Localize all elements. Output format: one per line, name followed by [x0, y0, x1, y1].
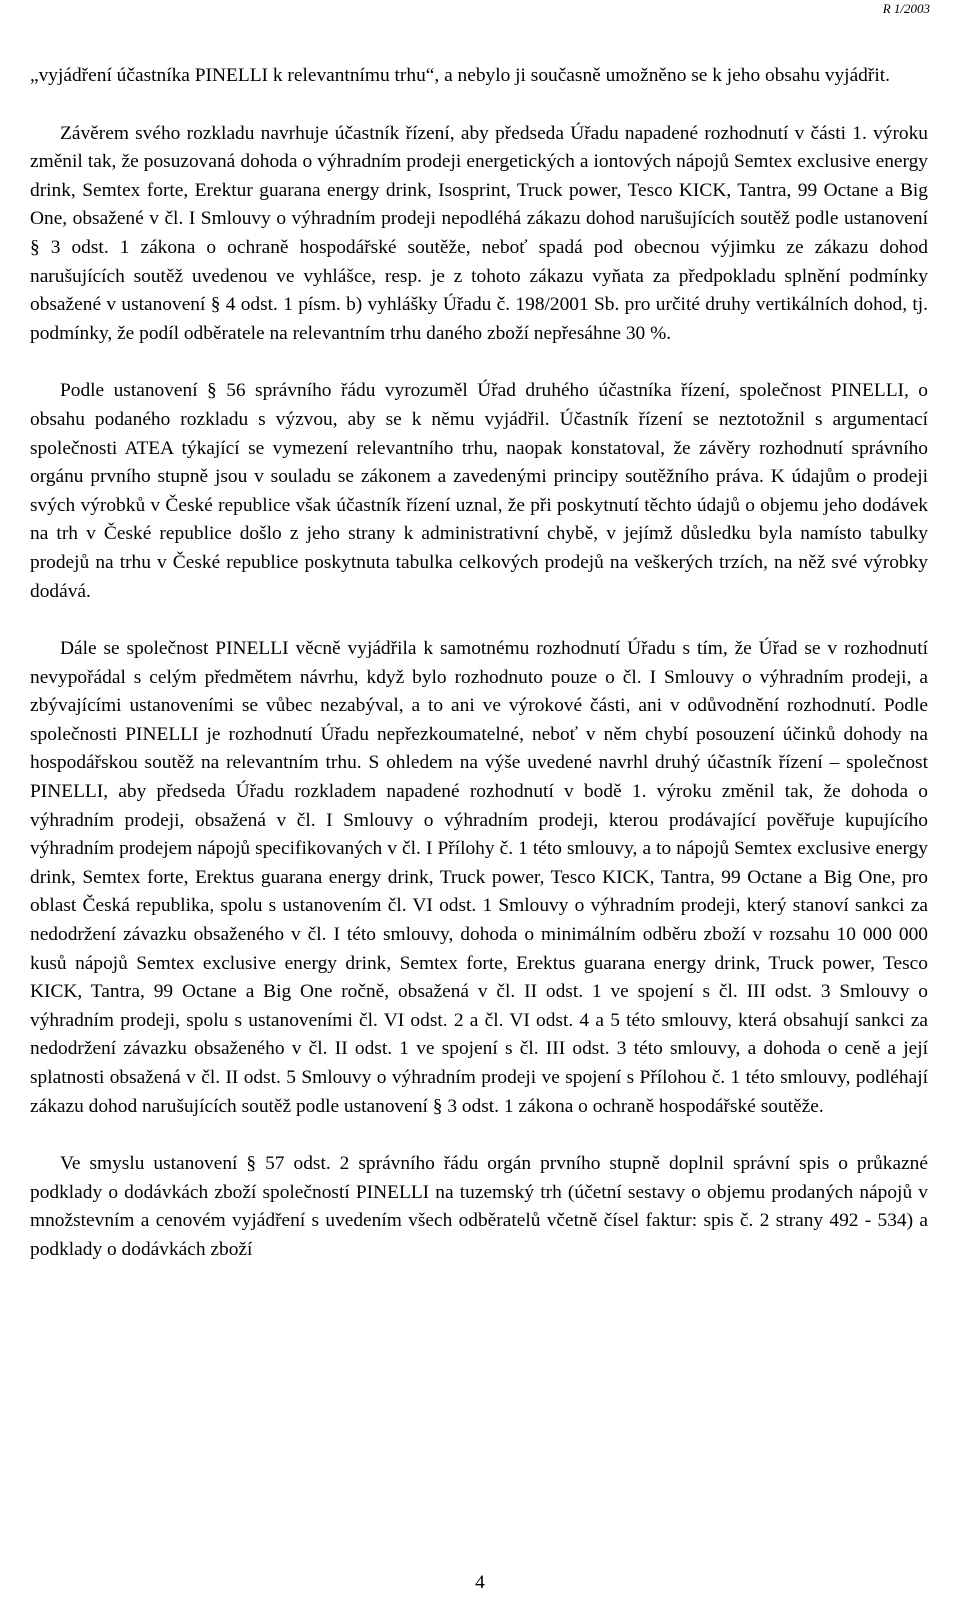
document-reference: R 1/2003: [882, 1, 930, 16]
paragraph-file-supplement: Ve smyslu ustanovení § 57 odst. 2 správního řádu orgán prvního stupně doplnil správní spis o průkazné podklady o dodávkách zboží společností PINELLI na tuzemský trh (účetní sestavy o objemu prodaných nápojů v množstevním a cenovém vyjádření s uvedením všech odběratelů včetně čísel faktur: spis č. 2 strany 492 - 534) a podklady o dodávkách zboží: [30, 1153, 928, 1260]
paragraph-pinelli-statement: Dále se společnost PINELLI věcně vyjádřila k samotnému rozhodnutí Úřadu s tím, že Úřad se v rozhodnutí nevypořádal s celým předmětem návrhu, když bylo rozhodnuto pouze o čl. I Smlouvy o výhradním prodeji, a zbývajícími ustanoveními se vůbec nezabýval, a to ani ve výrokové části, ani v odůvodnění rozhodnutí. Podle společnosti PINELLI je rozhodnutí Úřadu nepřezkoumatelné, neboť v něm chybí posouzení účinků dohody na hospodářskou soutěž na relevantním trhu. S ohledem na výše uvedené navrhl druhý účastník řízení – společnost PINELLI, aby předseda Úřadu rozkladem napadené rozhodnutí v bodě 1. výroku změnil tak, že dohoda o výhradním prodeji, obsažená v čl. I Smlouvy o výhradním prodeji, kterou prodávající pověřuje kupujícího výhradním prodejem nápojů specifikovaných v čl. I Přílohy č. 1 této smlouvy, a to nápojů Semtex exclusive energy drink, Semtex forte, Erektus guarana energy drink, Truck power, Tesco KICK, Tantra, 99 Octane a Big One, pro oblast Česká republika, spolu s ustanovením čl. VI odst. 1 Smlouvy o výhradním prodeji, který stanoví sankci za nedodržení závazku obsaženého v čl. I této smlouvy, dohoda o minimálním odběru zboží v rozsahu 10 000 000 kusů nápojů Semtex exclusive energy drink, Semtex forte, Erektus guarana energy drink, Truck power, Tesco KICK, Tantra, 99 Octane a Big One ročně, obsažená v čl. II odst. 1 ve spojení s čl. III odst. 3 Smlouvy o výhradním prodeji, spolu s ustanoveními čl. VI odst. 2 a čl. VI odst. 4 a 5 této smlouvy, která obsahují sankci za nedodržení závazku obsaženého v čl. II odst. 1 ve spojení s čl. III odst. 3 této smlouvy, a dohoda o ceně a její splatnosti obsažená v čl. II odst. 5 Smlouvy o výhradním prodeji ve spojení s Přílohou č. 1 této smlouvy, podléhají zákazu dohod narušujících soutěž podle ustanovení § 3 odst. 1 zákona o ochraně hospodářské soutěže.: [30, 638, 928, 1117]
page-number: 4: [475, 1572, 485, 1593]
paragraph-pinelli-notice: Podle ustanovení § 56 správního řádu vyrozuměl Úřad druhého účastníka řízení, společnost PINELLI, o obsahu podaného rozkladu s výzvou, aby se k němu vyjádřil. Účastník řízení se neztotožnil s argumentací společnosti ATEA týkající se vymezení relevantního trhu, naopak konstatoval, že závěry rozhodnutí správního orgánu prvního stupně jsou v souladu se zákonem a zavedenými principy soutěžního práva. K údajům o prodeji svých výrobků v České republice však účastník řízení uznal, že při poskytnutí těchto údajů o objemu jeho dodávek na trh v České republice došlo z jeho strany k administrativní chybě, v jejímž důsledku byla namísto tabulky prodejů na trhu v České republice poskytnuta tabulka celkových prodejů na veškerých trzích, na něž své výrobky dodává.: [30, 380, 928, 602]
document-body: [30, 62, 928, 1294]
paragraph-continuation: „vyjádření účastníka PINELLI k relevantnímu trhu“, a nebylo ji současně umožněno se k jeho obsahu vyjádřit.: [30, 65, 890, 86]
paragraph-rozklad-conclusion: Závěrem svého rozkladu navrhuje účastník řízení, aby předseda Úřadu napadené rozhodnutí v části 1. výroku změnil tak, že posuzovaná dohoda o výhradním prodeji energetických a iontových nápojů Semtex exclusive energy drink, Semtex forte, Erektur guarana energy drink, Isosprint, Truck power, Tesco KICK, Tantra, 99 Octane a Big One, obsažené v čl. I Smlouvy o výhradním prodeji nepodléhá zákazu dohod narušujících soutěž podle ustanovení § 3 odst. 1 zákona o ochraně hospodářské soutěže, neboť spadá pod obecnou výjimku ze zákazu dohod narušujících soutěž uvedenou ve vyhlášce, resp. je z tohoto zákazu vyňata za předpokladu splnění podmínky obsažené v ustanovení § 4 odst. 1 písm. b) vyhlášky Úřadu č. 198/2001 Sb. pro určité druhy vertikálních dohod, tj. podmínky, že podíl odběratele na relevantním trhu daného zboží nepřesáhne 30 %.: [30, 122, 928, 344]
